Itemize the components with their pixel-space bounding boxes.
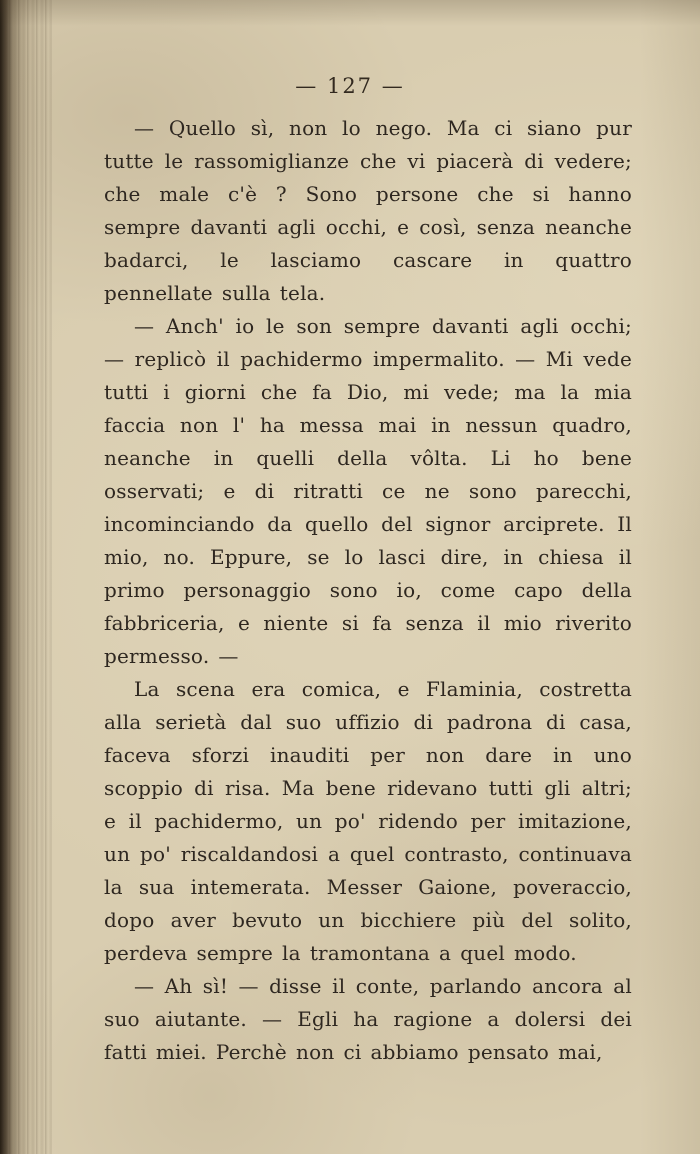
paragraph-2: — Anch' io le son sempre davanti agli occhi; — replicò il pachidermo impermalito. — Mi vede tutti i giorni che fa Dio, mi vede; ma la mia faccia non l' ha messa mai in nessun quadro, neanche in quelli della vôlta. Li ho bene osservati; e di ritratti ce ne sono parecchi, incominciando da quello del signor arciprete. Il mio, no. Eppure, se lo lasci dire, in chiesa il primo personaggio sono io, come capo della fabbriceria, e niente si fa senza il mio riverito permesso. — [104, 314, 632, 668]
paragraph-4: — Ah sì! — disse il conte, parlando ancora al suo aiutante. — Egli ha ragione a dolersi dei fatti miei. Perchè non ci abbiamo pensato mai, [104, 974, 632, 1064]
paragraph-1: — Quello sì, non lo nego. Ma ci siano pur tutte le rassomiglianze che vi piacerà di vedere; che male c'è ? Sono persone che si hanno sempre davanti agli occhi, e così, senza neanche badarci, le lasciamo cascare in quattro pennellate sulla tela. [104, 116, 632, 305]
binding-shadow [0, 0, 52, 1154]
text-block [104, 112, 632, 1069]
top-edge-shadow [0, 0, 700, 26]
page-number: — 127 — [295, 74, 405, 98]
paragraph-3: La scena era comica, e Flaminia, costretta alla serietà dal suo uffizio di padrona di casa, faceva sforzi inauditi per non dare in uno scoppio di risa. Ma bene ridevano tutti gli altri; e il pachidermo, un po' ridendo per imitazione, un po' riscaldandosi a quel contrasto, continuava la sua intemerata. Messer Gaione, poveraccio, dopo aver bevuto un bicchiere più del solito, perdeva sempre la tramontana a quel modo. [104, 677, 632, 965]
